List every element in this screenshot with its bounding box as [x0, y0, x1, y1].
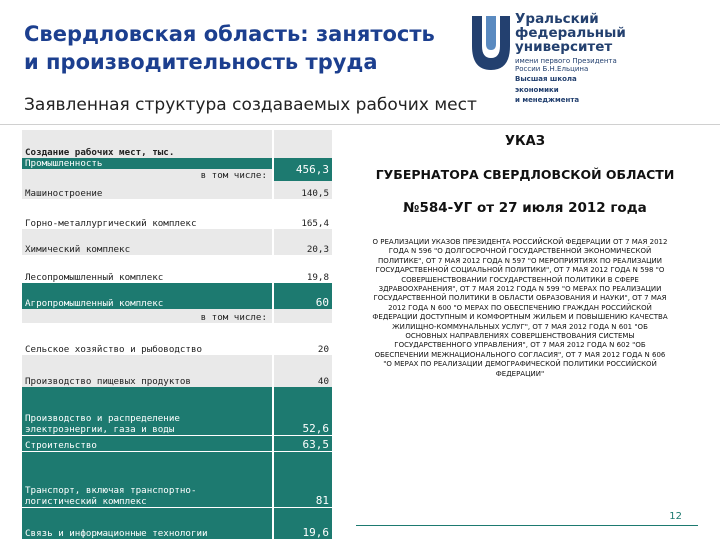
page-number: 12: [669, 511, 682, 522]
decree-body: О РЕАЛИЗАЦИИ УКАЗОВ ПРЕЗИДЕНТА РОССИЙСКОЙ ФЕДЕРАЦИИ ОТ 7 МАЯ 2012 ГОДА N 596 "О ДОЛГОСРОЧНОЙ ГОСУДАРСТВЕННОЙ ЭКОНОМИЧЕСКОЙ ПОЛИТИКЕ", ОТ 7 МАЯ 2012 ГОДА N 597 "О МЕРОПРИЯТИЯХ ПО РЕАЛИЗАЦИИ ГОСУДАРСТВЕННОЙ СОЦИАЛЬНОЙ ПОЛИТИКИ", ОТ 7 МАЯ 2012 ГОДА N 598 "О СОВЕРШЕНСТВОВАНИИ ГОСУДАРСТВЕННОЙ ПОЛИТИКИ В СФЕРЕ ЗДРАВООХРАНЕНИЯ", ОТ 7 МАЯ 2012 ГОДА N 599 "О МЕРАХ ПО РЕАЛИЗАЦИИ ГОСУДАРСТВЕННОЙ ПОЛИТИКИ В ОБЛАСТИ ОБРАЗОВАНИЯ И НАУКИ", ОТ 7 МАЯ 2012 ГОДА N 600 "О МЕРАХ ПО ОБЕСПЕЧЕНИЮ ГРАЖДАН РОССИЙСКОЙ ФЕДЕРАЦИИ ДОСТУПНЫМ И КОМФОРТНЫМ ЖИЛЬЕМ И ПОВЫШЕНИЮ КАЧЕСТВА ЖИЛИЩНО-КОММУНАЛЬНЫХ УСЛУГ", ОТ 7 МАЯ 2012 ГОДА N 601 "ОБ ОСНОВНЫХ НАПРАВЛЕНИЯХ СОВЕРШЕНСТВОВАНИЯ СИСТЕМЫ ГОСУДАРСТВЕННОГО УПРАВЛЕНИЯ", ОТ 7 МАЯ 2012 ГОДА N 602 "ОБ ОБЕСПЕЧЕНИИ МЕЖНАЦИОНАЛЬНОГО СОГЛАСИЯ", ОТ 7 МАЯ 2012 ГОДА N 606 "О МЕРАХ ПО РЕАЛИЗАЦИИ ДЕМОГРАФИЧЕСКОЙ ПОЛИТИКИ РОССИЙСКОЙ ФЕДЕРАЦИИ": [372, 238, 668, 378]
row-value-industry: 456,3: [273, 158, 332, 181]
row-label-machinery: Машиностроение: [22, 181, 273, 199]
row-value-agro: 60: [273, 283, 332, 309]
row-label-industry: Промышленность: [22, 158, 273, 169]
logo-line-3: университет: [515, 39, 613, 55]
row-value-mining: 165,4: [273, 199, 332, 229]
logo-school-2: экономики: [515, 85, 559, 94]
row-value-chemical: 20,3: [273, 229, 332, 255]
table-row: [22, 255, 332, 283]
page-title: Свердловская область: занятость и производительность труда: [24, 22, 435, 74]
including-note-row-2: [22, 309, 273, 323]
row-value-energy: 52,6: [273, 387, 332, 435]
jobs-table: [22, 130, 332, 539]
including-note-row: [22, 169, 273, 181]
table-row: [22, 181, 332, 199]
row-label-agro: Агропромышленный комплекс: [22, 283, 273, 309]
row-value-construction: 63,5: [273, 435, 332, 451]
empty-value: [273, 309, 332, 323]
table-row: [22, 435, 332, 451]
row-label-chemical: Химический комплекс: [22, 229, 273, 255]
table-row: [22, 158, 332, 169]
row-value-agriculture: 20: [273, 323, 332, 355]
logo-line-2: федеральный: [515, 25, 626, 41]
decree-title: УКАЗ: [505, 134, 545, 149]
logo-named-after: имени первого Президента России Б.Н.Ельцина: [515, 57, 617, 73]
university-logo: [470, 12, 710, 106]
row-label-transport: Транспорт, включая транспортно-логистический комплекс: [22, 451, 273, 507]
decree-issuer: ГУБЕРНАТОРА СВЕРДЛОВСКОЙ ОБЛАСТИ: [375, 167, 675, 182]
table-header-row: [22, 130, 332, 158]
table-row: [22, 283, 332, 309]
table-header-label: Создание рабочих мест, тыс.: [22, 130, 273, 158]
row-value-machinery: 140,5: [273, 181, 332, 199]
row-value-transport: 81: [273, 451, 332, 507]
logo-line-1: Уральский: [515, 11, 599, 27]
row-label-mining: Горно-металлургический комплекс: [22, 199, 273, 229]
table-row: [22, 309, 332, 323]
decree-number: №584-УГ от 27 июля 2012 года: [403, 200, 647, 216]
footer-line: [356, 525, 698, 526]
row-value-food: 40: [273, 355, 332, 387]
table-row: [22, 451, 332, 507]
logo-school-3: и менеджмента: [515, 96, 580, 104]
page-subtitle: Заявленная структура создаваемых рабочих мест: [24, 95, 477, 115]
table-row: [22, 355, 332, 387]
row-label-food: Производство пищевых продуктов: [22, 355, 273, 387]
table-row: [22, 323, 332, 355]
including-note-2: в том числе:: [200, 312, 267, 323]
row-label-energy: Производство и распределение электроэнергии, газа и воды: [22, 387, 273, 435]
table-header-value: [273, 130, 332, 158]
table-row: [22, 507, 332, 539]
header-divider: [0, 124, 720, 125]
table-row: [22, 199, 332, 229]
row-label-it: Связь и информационные технологии: [22, 507, 273, 539]
row-label-construction: Строительство: [22, 435, 273, 451]
table-row: [22, 229, 332, 255]
table-row: [22, 387, 332, 435]
row-value-forestry: 19,8: [273, 255, 332, 283]
including-note: в том числе:: [200, 170, 267, 181]
urfu-logo-icon: [470, 14, 512, 74]
logo-text: [515, 12, 626, 105]
row-label-forestry: Лесопромышленный комплекс: [22, 255, 273, 283]
logo-school-1: Высшая школа: [515, 75, 577, 83]
row-label-agriculture: Сельское хозяйство и рыбоводство: [22, 323, 273, 355]
row-value-it: 19,6: [273, 507, 332, 539]
